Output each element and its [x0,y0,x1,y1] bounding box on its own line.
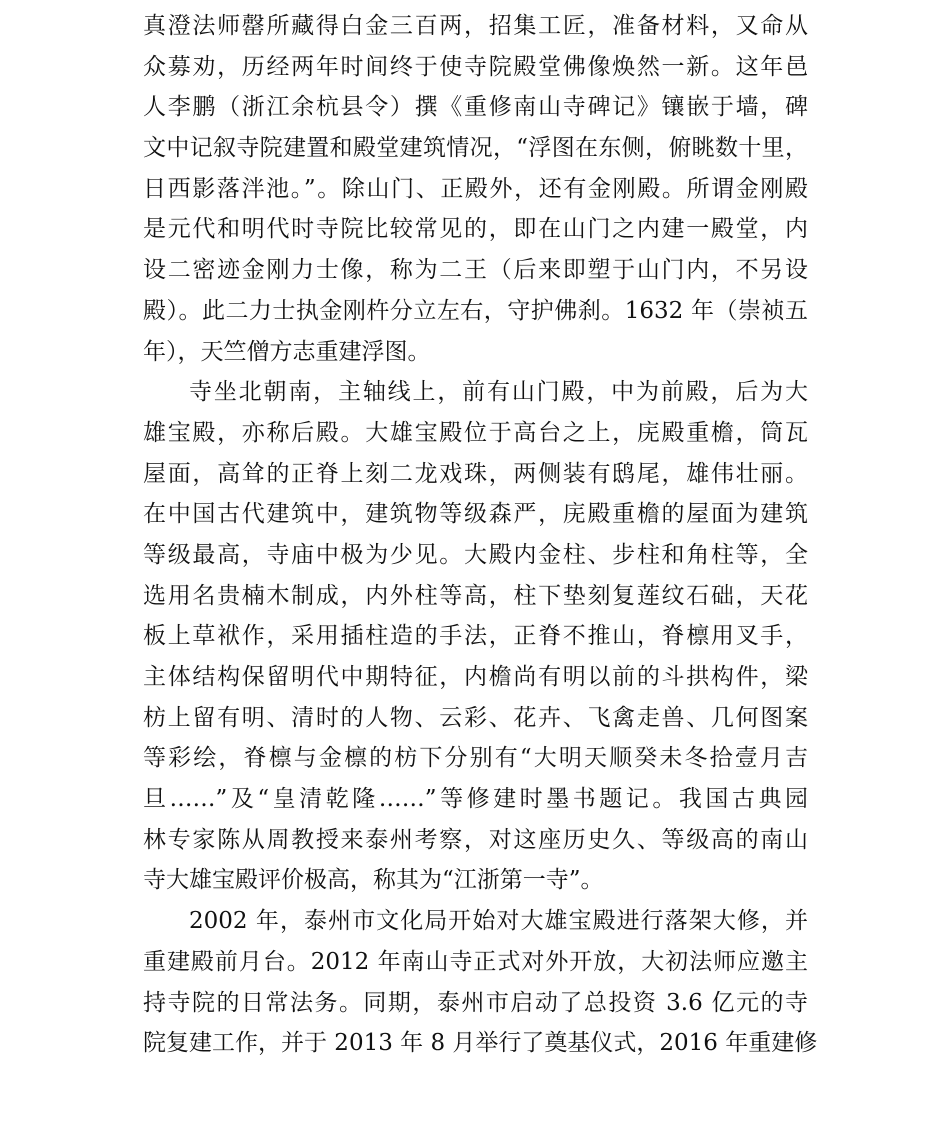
text-line: 主体结构保留明代中期特征，内檐尚有明以前的斗拱构件，梁 [143,664,808,690]
text-line: 持寺院的日常法务。同期，泰州市启动了总投资 3.6 亿元的寺 [143,989,808,1016]
document-body [143,6,818,1064]
text-line: 院复建工作，并于 2013 年 8 月举行了奠基仪式，2016 年重建修 [143,1030,818,1057]
text-line: 日西影落泮池。”。除山门、正殿外，还有金刚殿。所谓金刚殿 [143,175,808,202]
text-line: 人李鹏（浙江余杭县令）撰《重修南山寺碑记》镶嵌于墙，碑 [143,94,808,121]
paragraph-3 [143,901,818,1064]
text-line: 真澄法师罄所藏得白金三百两，招集工匠，准备材料，又命从 [143,13,808,39]
text-line: 等彩绘，脊檩与金檩的枋下分别有“大明天顺癸未冬拾壹月吉 [143,745,808,772]
text-line: 年），天竺僧方志重建浮图。 [143,338,431,365]
text-line: 屋面，高耸的正脊上刻二龙戏珠，两侧装有鸱尾，雄伟壮丽。 [143,460,808,487]
text-line: 是元代和明代时寺院比较常见的，即在山门之内建一殿堂，内 [143,216,808,243]
text-line: 旦……”及“皇清乾隆……”等修建时墨书题记。我国古典园 [143,786,808,813]
text-line: 板上草袱作，采用插柱造的手法，正脊不推山，脊檩用叉手， [143,623,808,650]
text-line: 在中国古代建筑中，建筑物等级森严，庑殿重檐的屋面为建筑 [143,501,808,528]
text-line: 众募劝，历经两年时间终于使寺院殿堂佛像焕然一新。这年邑 [143,53,808,80]
text-line: 设二密迹金刚力士像，称为二王（后来即塑于山门内，不另设 [143,257,808,284]
text-line: 寺大雄宝殿评价极高，称其为“江浙第一寺”。 [143,867,604,894]
paragraph-1 [143,6,808,372]
text-line: 文中记叙寺院建置和殿堂建筑情况，“浮图在东侧，俯眺数十里， [143,135,808,162]
text-line: 雄宝殿，亦称后殿。大雄宝殿位于高台之上，庑殿重檐，筒瓦 [143,419,808,446]
text-line: 寺坐北朝南，主轴线上，前有山门殿，中为前殿，后为大 [189,379,808,406]
text-line: 重建殿前月台。2012 年南山寺正式对外开放，大初法师应邀主 [143,948,808,975]
paragraph-2 [143,372,808,901]
text-line: 殿）。此二力士执金刚杵分立左右，守护佛刹。1632 年（崇祯五 [143,297,808,324]
text-line: 等级最高，寺庙中极为少见。大殿内金柱、步柱和角柱等，全 [143,541,808,568]
text-line: 2002 年，泰州市文化局开始对大雄宝殿进行落架大修，并 [189,908,808,935]
text-line: 枋上留有明、清时的人物、云彩、花卉、飞禽走兽、几何图案 [143,704,808,731]
text-line: 选用名贵楠木制成，内外柱等高，柱下垫刻复莲纹石础，天花 [143,582,808,609]
text-line: 林专家陈从周教授来泰州考察，对这座历史久、等级高的南山 [143,826,808,853]
